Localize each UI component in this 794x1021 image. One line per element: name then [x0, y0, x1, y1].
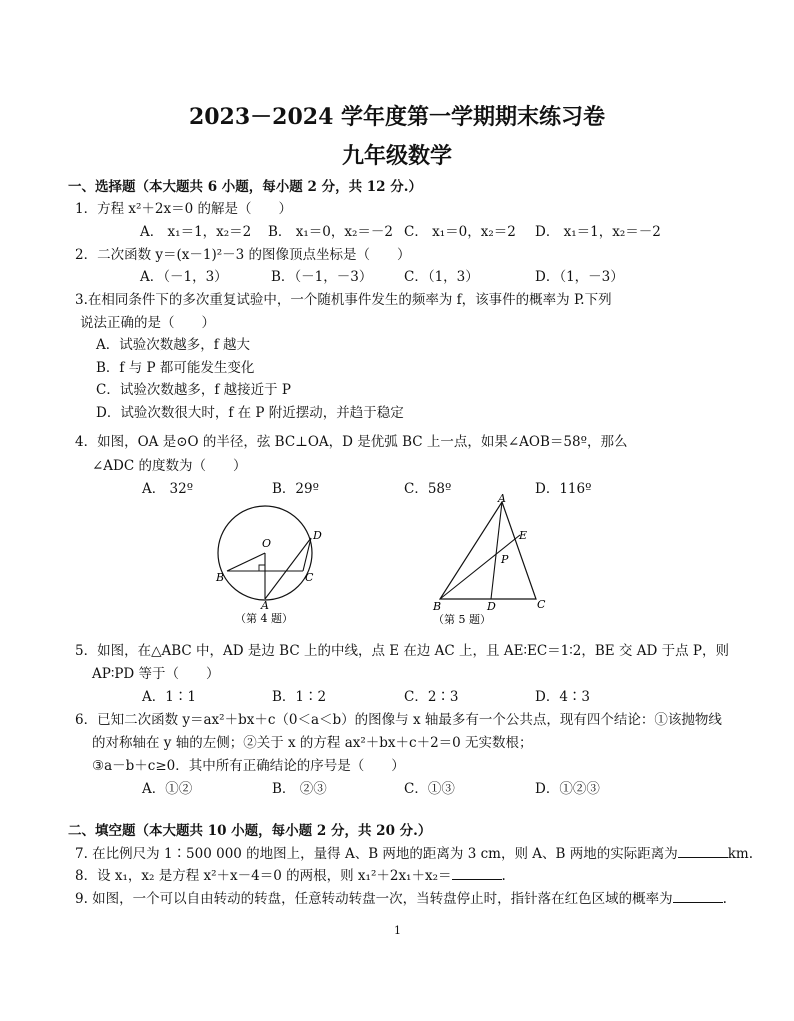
section-heading-fill: 二、填空题（本大题共 10 小题，每小题 2 分，共 20 分.）	[68, 823, 432, 839]
question-5-stem: 5．如图，在△ABC 中，AD 是边 BC 上的中线，点 E 在边 AC 上，且 AE∶EC＝1∶2，BE 交 AD 于点 P，则	[75, 643, 729, 659]
q8-answer-blank[interactable]	[452, 867, 502, 880]
fig5-label-b: B	[433, 600, 442, 613]
fig5-caption: （第 5 题）	[433, 613, 491, 626]
question-1-stem: 1．方程 x²＋2x＝0 的解是（ ）	[75, 201, 292, 217]
question-5-stem-cont: AP∶PD 等于（ ）	[92, 666, 220, 682]
fig5-label-p: P	[501, 553, 509, 566]
q5-option-c: C．2∶3	[404, 689, 459, 705]
section-heading-choice: 一、选择题（本大题共 6 小题，每小题 2 分，共 12 分.）	[68, 179, 422, 195]
triangle-abc	[440, 502, 536, 599]
q4-option-a: A． 32º	[142, 481, 194, 497]
fig5-label-c: C	[537, 598, 546, 611]
question-9-stem	[75, 890, 727, 908]
question-3-stem-cont: 说法正确的是（ ）	[80, 315, 215, 331]
question-8-text: 8．设 x₁，x₂ 是方程 x²＋x－4＝0 的两根，则 x₁²＋2x₁＋x₂＝	[75, 868, 452, 884]
q3-option-c: C．试验次数越多，f 越接近于 P	[96, 382, 291, 398]
segment-be	[440, 535, 520, 599]
question-2-stem: 2．二次函数 y＝(x－1)²－3 的图像顶点坐标是（ ）	[75, 247, 411, 263]
fig5-label-a: A	[498, 492, 506, 505]
q1-option-c: C． x₁＝0，x₂＝2	[404, 224, 516, 240]
q1-option-d: D． x₁＝1，x₂＝－2	[535, 224, 661, 240]
question-6-stem-cont: 的对称轴在 y 轴的左侧；②关于 x 的方程 ax²＋bx＋c＋2＝0 无实数根；	[92, 735, 533, 751]
q9-end: .	[722, 891, 727, 907]
question-6-stem-cont2: ③a－b＋c≥0．其中所有正确结论的序号是（ ）	[92, 758, 405, 774]
q4-circle-figure	[205, 495, 335, 627]
q6-option-a: A．①②	[142, 781, 193, 797]
q4-option-c: C．58º	[404, 481, 452, 497]
q6-option-c: C．①③	[404, 781, 455, 797]
question-8-stem	[75, 867, 506, 885]
question-9-text: 9. 如图，一个可以自由转动的转盘，任意转动转盘一次，当转盘停止时，指针落在红色区域的概率为	[75, 891, 673, 907]
q6-option-b: B． ②③	[272, 781, 327, 797]
question-3-stem: 3.在相同条件下的多次重复试验中，一个随机事件发生的频率为 f，该事件的概率为 P.下列	[75, 292, 612, 308]
q5-triangle-figure	[425, 492, 560, 627]
fig5-label-e: E	[519, 529, 528, 542]
fig4-label-a: A	[261, 599, 269, 612]
exam-title: 2023－2024 学年度第一学期期末练习卷	[188, 104, 606, 130]
q3-option-b: B．f 与 P 都可能发生变化	[96, 360, 255, 376]
q9-answer-blank[interactable]	[673, 890, 723, 903]
q7-answer-blank[interactable]	[678, 845, 728, 858]
fig4-label-d: D	[313, 529, 322, 542]
fig4-label-b: B	[216, 571, 225, 584]
q1-option-a: A． x₁＝1，x₂＝2	[140, 224, 252, 240]
fig4-label-o: O	[262, 537, 272, 550]
right-angle-mark	[259, 565, 265, 571]
q4-option-b: B．29º	[272, 481, 319, 497]
question-4-stem: 4．如图，OA 是⊙O 的半径，弦 BC⊥OA，D 是优弧 BC 上一点，如果∠AOB＝58º，那么	[75, 434, 628, 450]
fig4-caption: （第 4 题）	[235, 612, 293, 625]
q2-option-d: D．（1，－3）	[535, 269, 624, 285]
page-number: 1	[394, 924, 401, 937]
q4-option-d: D．116º	[535, 481, 592, 497]
q2-option-c: C．（1，3）	[404, 269, 479, 285]
q6-option-d: D．①②③	[535, 781, 600, 797]
q3-option-a: A．试验次数越多，f 越大	[96, 337, 251, 353]
q5-option-a: A．1∶1	[142, 689, 196, 705]
q5-option-d: D．4∶3	[535, 689, 591, 705]
question-7-stem	[75, 845, 753, 863]
q3-option-d: D．试验次数很大时，f 在 P 附近摆动，并趋于稳定	[96, 405, 404, 421]
fig4-label-c: C	[305, 571, 314, 584]
q2-option-b: B．（－1，－3）	[271, 269, 373, 285]
question-7-text: 7. 在比例尺为 1∶500 000 的地图上，量得 A、B 两地的距离为 3 cm，则 A、B 两地的实际距离为	[75, 846, 678, 862]
exam-subtitle: 九年级数学	[341, 143, 452, 169]
q8-end: .	[501, 868, 506, 884]
q2-option-a: A．（－1，3）	[140, 269, 228, 285]
q7-unit: km.	[727, 846, 753, 862]
question-4-stem-cont: ∠ADC 的度数为（ ）	[92, 458, 247, 474]
q1-option-b: B． x₁＝0，x₂＝－2	[268, 224, 393, 240]
fig5-label-d: D	[487, 600, 496, 613]
question-6-stem: 6．已知二次函数 y＝ax²＋bx＋c（0＜a＜b）的图像与 x 轴最多有一个公共点，现有四个结论：①该抛物线	[75, 712, 722, 728]
q5-option-b: B．1∶2	[272, 689, 327, 705]
